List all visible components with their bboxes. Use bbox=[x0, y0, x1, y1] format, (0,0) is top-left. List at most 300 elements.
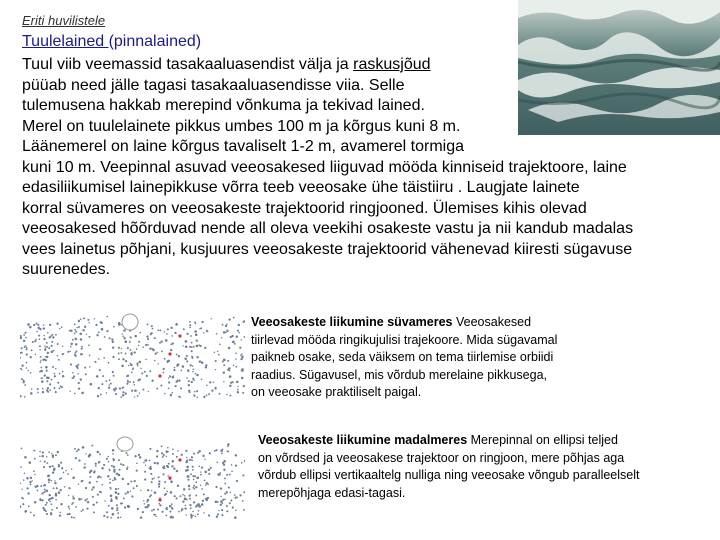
water-particle bbox=[62, 375, 65, 378]
water-particle bbox=[46, 346, 48, 348]
water-particle bbox=[198, 465, 200, 467]
highlight-particle bbox=[168, 352, 171, 355]
water-particle bbox=[24, 511, 26, 513]
water-particle bbox=[172, 448, 174, 450]
water-particle bbox=[180, 387, 182, 389]
water-particle bbox=[83, 317, 85, 319]
water-particle bbox=[71, 503, 73, 505]
water-particle bbox=[47, 387, 49, 389]
water-particle bbox=[37, 324, 39, 326]
water-particle bbox=[72, 495, 74, 497]
water-particle bbox=[158, 483, 160, 485]
water-particle bbox=[98, 387, 100, 389]
water-particle bbox=[224, 477, 226, 479]
water-particle bbox=[96, 375, 99, 378]
water-particle bbox=[151, 510, 153, 512]
water-particle bbox=[161, 445, 163, 447]
water-particle bbox=[94, 318, 95, 319]
orbit-circle bbox=[122, 314, 138, 330]
water-particle bbox=[61, 467, 63, 469]
water-particle bbox=[219, 393, 221, 395]
water-particle bbox=[235, 358, 236, 359]
water-particle bbox=[218, 510, 219, 511]
water-particle bbox=[220, 487, 222, 489]
water-particle bbox=[174, 367, 175, 368]
water-particle bbox=[185, 450, 187, 452]
water-particle bbox=[67, 473, 69, 475]
water-particle bbox=[52, 471, 54, 473]
water-particle bbox=[109, 470, 111, 472]
water-particle bbox=[107, 456, 109, 458]
water-particle bbox=[156, 462, 159, 465]
water-particle bbox=[198, 510, 200, 512]
water-particle bbox=[231, 464, 233, 466]
water-particle bbox=[176, 456, 178, 458]
water-particle bbox=[59, 328, 61, 330]
water-particle bbox=[134, 384, 136, 386]
water-particle bbox=[134, 389, 137, 392]
water-particle bbox=[23, 340, 25, 342]
water-particle bbox=[190, 364, 192, 366]
water-particle bbox=[139, 456, 141, 458]
water-particle bbox=[161, 340, 163, 342]
water-particle bbox=[46, 370, 48, 372]
water-particle bbox=[130, 481, 132, 483]
water-particle bbox=[45, 366, 48, 369]
water-particle bbox=[20, 505, 21, 508]
water-particle bbox=[158, 486, 160, 488]
water-particle bbox=[214, 387, 216, 389]
water-particle bbox=[122, 358, 124, 360]
water-particle bbox=[202, 455, 204, 457]
water-particle bbox=[115, 488, 117, 490]
water-particle bbox=[67, 351, 69, 353]
sea-waves-photo bbox=[518, 0, 720, 135]
water-particle bbox=[118, 347, 120, 349]
water-particle bbox=[20, 337, 22, 340]
water-particle bbox=[223, 460, 226, 463]
water-particle bbox=[42, 359, 44, 361]
water-particle bbox=[168, 387, 170, 389]
water-particle bbox=[130, 491, 131, 492]
water-particle bbox=[190, 335, 192, 337]
water-particle bbox=[59, 478, 61, 480]
water-particle bbox=[230, 499, 232, 501]
water-particle bbox=[162, 473, 164, 475]
water-particle bbox=[163, 368, 165, 370]
water-particle bbox=[178, 355, 180, 357]
water-particle bbox=[183, 488, 185, 490]
water-particle bbox=[39, 451, 41, 453]
water-particle bbox=[21, 365, 23, 367]
water-particle bbox=[139, 361, 142, 364]
water-particle bbox=[148, 505, 150, 507]
water-particle bbox=[40, 360, 41, 361]
water-particle bbox=[180, 370, 182, 372]
water-particle bbox=[216, 516, 218, 518]
water-particle bbox=[76, 327, 77, 328]
water-particle bbox=[149, 448, 151, 450]
raskusjoud-link[interactable]: raskusjõud bbox=[353, 56, 431, 73]
water-particle bbox=[167, 475, 169, 477]
water-particle bbox=[126, 452, 128, 454]
water-particle bbox=[103, 464, 105, 466]
paragraph-line: kuni 10 m. Veepinnal asuvad veeosakesed liiguvad mööda kinniseid trajektoore, laine bbox=[22, 158, 627, 176]
water-particle bbox=[144, 371, 146, 373]
water-particle bbox=[120, 463, 122, 465]
water-particle bbox=[196, 397, 198, 399]
water-particle bbox=[194, 395, 196, 397]
water-particle bbox=[196, 356, 198, 358]
water-particle bbox=[126, 383, 128, 385]
water-particle bbox=[235, 454, 237, 456]
water-particle bbox=[108, 387, 110, 389]
water-particle bbox=[46, 456, 47, 457]
water-particle bbox=[178, 511, 180, 513]
water-particle bbox=[195, 486, 197, 488]
water-particle bbox=[144, 471, 146, 473]
water-particle bbox=[182, 494, 184, 496]
water-particle bbox=[149, 370, 151, 372]
water-particle bbox=[55, 334, 57, 336]
water-particle bbox=[68, 487, 70, 489]
water-particle bbox=[233, 365, 235, 367]
water-particle bbox=[168, 381, 170, 383]
water-particle bbox=[209, 381, 211, 383]
water-particle bbox=[90, 383, 93, 386]
water-particle bbox=[122, 478, 124, 480]
water-particle bbox=[72, 477, 75, 480]
water-particle bbox=[45, 359, 47, 361]
water-particle bbox=[70, 329, 73, 332]
water-particle bbox=[134, 335, 137, 338]
water-particle bbox=[49, 324, 51, 326]
water-particle bbox=[242, 500, 244, 502]
paragraph-line: veeosakesed hõõrduvad nende all oleva veekihi osakeste vastu ja nii kandub madalas bbox=[22, 220, 634, 237]
water-particle bbox=[217, 501, 219, 503]
water-particle bbox=[98, 331, 100, 333]
water-particle bbox=[118, 322, 121, 325]
water-particle bbox=[46, 380, 48, 382]
water-particle bbox=[139, 392, 140, 393]
water-particle bbox=[241, 356, 244, 359]
caption-line: tiirlevad mööda ringikujulisi trajekoore. Mida sügavamal bbox=[251, 332, 558, 347]
water-particle bbox=[189, 459, 191, 461]
caption-line: raadius. Sügavusel, mis võrdub merelaine pikkusega, bbox=[251, 367, 547, 382]
water-particle bbox=[235, 464, 237, 466]
water-particle bbox=[223, 469, 225, 471]
paragraph-line: suurenedes. bbox=[22, 261, 111, 278]
water-particle bbox=[92, 486, 94, 488]
water-particle bbox=[50, 345, 52, 347]
water-particle bbox=[200, 327, 202, 329]
water-particle bbox=[106, 330, 108, 332]
water-particle bbox=[58, 491, 61, 494]
water-particle bbox=[34, 501, 37, 504]
water-particle bbox=[78, 320, 80, 322]
water-particle bbox=[201, 361, 204, 364]
water-particle bbox=[86, 508, 88, 510]
water-particle bbox=[200, 485, 202, 487]
water-particle bbox=[211, 389, 213, 391]
water-particle bbox=[207, 483, 209, 485]
water-particle bbox=[223, 331, 226, 334]
water-particle bbox=[194, 321, 196, 323]
water-particle bbox=[187, 479, 189, 481]
water-particle bbox=[95, 463, 97, 465]
water-particle bbox=[51, 503, 53, 505]
water-particle bbox=[101, 328, 104, 331]
water-particle bbox=[193, 501, 195, 503]
water-particle bbox=[23, 498, 24, 499]
water-particle bbox=[229, 395, 231, 397]
water-particle bbox=[21, 347, 23, 349]
water-particle bbox=[174, 495, 176, 497]
water-particle bbox=[231, 335, 233, 337]
water-particle bbox=[55, 499, 57, 501]
water-particle bbox=[242, 392, 244, 394]
water-particle bbox=[193, 380, 195, 382]
water-particle bbox=[118, 488, 120, 490]
water-particle bbox=[189, 498, 191, 500]
water-particle bbox=[26, 362, 28, 364]
water-particle bbox=[88, 336, 90, 338]
water-particle bbox=[39, 498, 41, 500]
water-particle bbox=[33, 470, 35, 472]
water-particle bbox=[186, 355, 188, 357]
water-particle bbox=[49, 494, 51, 496]
water-particle bbox=[157, 329, 159, 331]
water-particle bbox=[97, 476, 99, 478]
water-particle bbox=[75, 338, 78, 341]
water-particle bbox=[111, 498, 112, 499]
water-particle bbox=[193, 479, 195, 481]
water-particle bbox=[222, 324, 224, 326]
water-particle bbox=[129, 381, 131, 383]
water-particle bbox=[69, 508, 71, 510]
water-particle bbox=[161, 511, 163, 513]
water-particle bbox=[78, 387, 80, 389]
water-particle bbox=[142, 511, 144, 513]
water-particle bbox=[127, 491, 129, 493]
water-particle bbox=[45, 504, 47, 506]
water-particle bbox=[203, 332, 204, 333]
water-particle bbox=[128, 365, 130, 367]
water-particle bbox=[77, 449, 79, 451]
water-particle bbox=[57, 451, 59, 453]
water-particle bbox=[201, 378, 203, 380]
water-particle bbox=[236, 336, 238, 338]
water-particle bbox=[75, 343, 78, 346]
water-particle bbox=[102, 375, 104, 377]
water-particle bbox=[60, 462, 62, 464]
water-particle bbox=[45, 490, 48, 493]
water-particle bbox=[57, 343, 59, 345]
water-particle bbox=[50, 379, 52, 381]
water-particle bbox=[80, 353, 82, 355]
water-particle bbox=[241, 353, 243, 355]
water-particle bbox=[111, 338, 113, 340]
water-particle bbox=[88, 344, 90, 346]
water-particle bbox=[40, 361, 42, 363]
water-particle bbox=[43, 491, 45, 493]
water-particle bbox=[117, 512, 119, 514]
water-particle bbox=[240, 358, 242, 360]
water-particle bbox=[227, 450, 229, 452]
water-particle bbox=[34, 458, 36, 460]
water-particle bbox=[219, 343, 221, 345]
water-particle bbox=[59, 387, 61, 389]
water-particle bbox=[149, 467, 151, 469]
water-particle bbox=[30, 477, 32, 479]
water-particle bbox=[31, 480, 32, 481]
water-particle bbox=[176, 365, 178, 367]
water-particle bbox=[41, 380, 44, 383]
water-particle bbox=[208, 393, 210, 395]
water-particle bbox=[130, 336, 132, 338]
water-particle bbox=[236, 366, 238, 368]
water-particle bbox=[98, 358, 100, 360]
water-particle bbox=[189, 327, 191, 329]
water-particle bbox=[165, 515, 167, 517]
water-particle bbox=[236, 381, 239, 384]
water-particle bbox=[58, 465, 60, 467]
water-particle bbox=[204, 471, 207, 474]
water-particle bbox=[169, 511, 171, 513]
water-particle bbox=[88, 455, 90, 457]
water-particle bbox=[39, 456, 40, 457]
water-particle bbox=[166, 360, 168, 362]
water-particle bbox=[46, 502, 48, 504]
water-particle bbox=[58, 359, 60, 361]
water-particle bbox=[186, 360, 188, 362]
water-particle bbox=[188, 380, 190, 382]
water-particle bbox=[175, 324, 177, 326]
water-particle bbox=[165, 339, 168, 342]
water-particle bbox=[237, 386, 238, 387]
water-particle bbox=[214, 351, 216, 353]
water-particle bbox=[220, 496, 221, 497]
water-particle bbox=[33, 450, 35, 452]
water-particle bbox=[191, 342, 193, 344]
water-particle bbox=[112, 347, 114, 349]
page-title bbox=[22, 33, 201, 51]
water-particle bbox=[220, 449, 223, 452]
water-particle bbox=[40, 356, 42, 358]
water-particle bbox=[227, 369, 229, 371]
water-particle bbox=[34, 474, 35, 475]
water-particle bbox=[191, 460, 193, 462]
paragraph-line: vees lainetus põhjani, kusjuures veeosakeste trajektoorid vähenevad kiiresti sügavuse bbox=[22, 240, 633, 258]
water-particle bbox=[26, 487, 28, 489]
water-particle bbox=[217, 514, 218, 515]
water-particle bbox=[186, 466, 189, 469]
water-particle bbox=[217, 351, 218, 352]
water-particle bbox=[24, 346, 26, 348]
caption-line: Veeosakeste liikumine madalmeres Merepinnal on ellipsi teljed bbox=[258, 433, 618, 447]
water-particle bbox=[186, 333, 188, 335]
water-particle bbox=[81, 510, 83, 512]
water-particle bbox=[41, 455, 44, 458]
water-particle bbox=[156, 388, 158, 390]
water-particle bbox=[39, 328, 41, 330]
water-particle bbox=[93, 472, 95, 474]
water-particle bbox=[62, 346, 63, 347]
deep-water-diagram bbox=[20, 310, 245, 402]
water-particle bbox=[56, 323, 58, 325]
water-particle bbox=[108, 362, 110, 364]
water-particle bbox=[237, 391, 239, 393]
water-particle bbox=[171, 335, 173, 337]
water-particle bbox=[154, 491, 157, 494]
water-particle bbox=[195, 494, 197, 496]
water-particle bbox=[151, 490, 152, 491]
water-particle bbox=[205, 485, 206, 486]
water-particle bbox=[223, 364, 225, 366]
water-particle bbox=[51, 453, 52, 454]
water-particle bbox=[70, 364, 72, 366]
water-particle bbox=[234, 516, 237, 519]
water-particle bbox=[46, 377, 49, 380]
water-particle bbox=[243, 491, 245, 493]
water-particle bbox=[197, 514, 199, 516]
water-particle bbox=[30, 392, 33, 395]
water-particle bbox=[199, 360, 201, 362]
water-particle bbox=[158, 503, 160, 505]
water-particle bbox=[46, 462, 48, 464]
water-particle bbox=[166, 450, 169, 453]
water-particle bbox=[31, 388, 33, 390]
water-particle bbox=[100, 476, 102, 478]
water-particle bbox=[226, 491, 228, 493]
water-particle bbox=[81, 480, 83, 482]
water-particle bbox=[142, 346, 144, 348]
water-particle bbox=[127, 454, 129, 456]
water-particle bbox=[134, 351, 136, 353]
water-particle bbox=[37, 392, 39, 394]
water-particle bbox=[71, 343, 73, 345]
water-particle bbox=[106, 516, 108, 518]
title-link[interactable]: Tuulelained bbox=[22, 33, 109, 50]
water-particle bbox=[63, 472, 65, 474]
water-particle bbox=[236, 480, 238, 482]
water-particle bbox=[53, 350, 55, 352]
water-particle bbox=[75, 352, 77, 354]
water-particle bbox=[176, 470, 178, 472]
water-particle bbox=[150, 473, 152, 475]
water-particle bbox=[103, 515, 105, 517]
water-particle bbox=[48, 451, 50, 453]
water-particle bbox=[121, 365, 124, 368]
water-particle bbox=[70, 346, 72, 348]
water-particle bbox=[29, 326, 32, 329]
water-particle bbox=[24, 472, 26, 474]
water-particle bbox=[51, 509, 53, 511]
water-particle bbox=[126, 468, 128, 470]
water-particle bbox=[200, 345, 202, 347]
water-particle bbox=[75, 331, 77, 333]
water-particle bbox=[61, 386, 63, 388]
water-particle bbox=[113, 470, 115, 472]
orbit-circle bbox=[117, 437, 133, 451]
water-particle bbox=[114, 389, 116, 391]
water-particle bbox=[74, 333, 76, 335]
water-particle bbox=[46, 342, 48, 344]
water-particle bbox=[188, 390, 190, 392]
water-particle bbox=[29, 481, 31, 483]
water-particle bbox=[192, 466, 194, 468]
water-particle bbox=[40, 367, 42, 369]
